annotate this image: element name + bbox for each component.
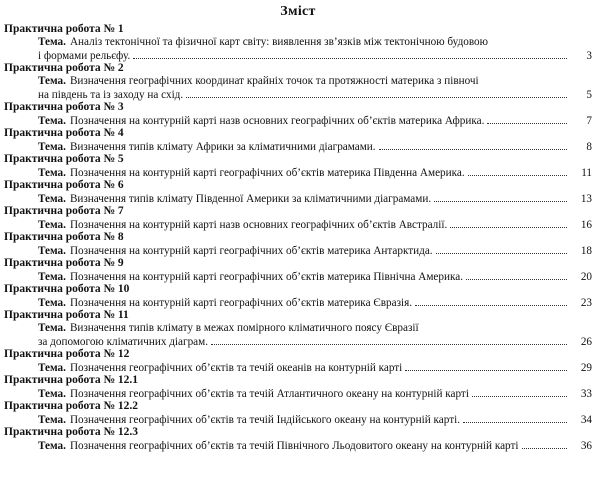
dot-leader [405, 361, 567, 371]
toc-entry-heading: Практична робота № 6 [4, 179, 124, 191]
topic-label: Тема. [38, 193, 66, 205]
topic-label: Тема. [38, 440, 66, 452]
toc-entry[interactable] [4, 348, 592, 374]
toc-entry[interactable] [4, 23, 592, 62]
toc-list [4, 23, 592, 452]
toc-topic-line [38, 140, 592, 153]
toc-entry-heading: Практична робота № 3 [4, 101, 124, 113]
page-number: 8 [586, 141, 592, 153]
toc-entry[interactable] [4, 309, 592, 348]
page-number: 11 [581, 167, 592, 179]
toc-entry-topic [4, 361, 592, 374]
toc-entry[interactable] [4, 231, 592, 257]
topic-text: Позначення географічних об’єктів та течій океанів на контурній карті [69, 362, 403, 374]
toc-entry-heading: Практична робота № 12.1 [4, 374, 139, 386]
topic-label: Тема. [38, 362, 66, 374]
topic-text: Позначення географічних об’єктів та течій Індійського океану на контурній карті. [69, 414, 460, 426]
toc-topic-line [38, 192, 592, 205]
dot-leader [133, 49, 567, 59]
toc-entry-heading: Практична робота № 5 [4, 153, 124, 165]
toc-entry[interactable] [4, 400, 592, 426]
toc-entry-heading: Практична робота № 7 [4, 205, 124, 217]
dot-leader [472, 387, 567, 397]
toc-entry-topic [4, 439, 592, 452]
toc-entry-heading: Практична робота № 11 [4, 309, 129, 321]
toc-entry[interactable] [4, 127, 592, 153]
topic-label: Тема. [38, 414, 66, 426]
page-number: 5 [586, 89, 592, 101]
topic-label: Тема. [38, 297, 66, 309]
toc-topic-line [38, 88, 592, 101]
topic-text: і формами рельєфу. [38, 50, 131, 62]
page-number: 29 [580, 362, 592, 374]
toc-topic-line [38, 296, 592, 309]
topic-text: Позначення на контурній карті географічних об’єктів материка Антарктида. [69, 245, 433, 257]
toc-topic-line [38, 270, 592, 283]
toc-entry-topic [4, 322, 592, 348]
toc-entry-topic [4, 270, 592, 283]
page-number: 26 [580, 336, 592, 348]
toc-topic-line [38, 387, 592, 400]
page-number: 16 [580, 219, 592, 231]
toc-topic-line [38, 244, 592, 257]
toc-entry-heading: Практична робота № 12 [4, 348, 130, 360]
toc-entry-topic [4, 413, 592, 426]
page-number: 3 [586, 50, 592, 62]
toc-topic-line [38, 49, 592, 62]
topic-label: Тема. [38, 245, 66, 257]
page-number: 18 [580, 245, 592, 257]
topic-text: Визначення типів клімату Південної Америки за кліматичними діаграмами. [69, 193, 432, 205]
topic-text: Аналіз тектонічної та фізичної карт світу: виявлення зв’язків між тектонічною будовою [69, 36, 489, 48]
toc-entry[interactable] [4, 62, 592, 101]
topic-label: Тема. [38, 115, 66, 127]
topic-text: Позначення географічних об’єктів та течій Північного Льодовитого океану на контурній карті [69, 440, 519, 452]
toc-entry-topic [4, 296, 592, 309]
toc-entry-topic [4, 192, 592, 205]
toc-entry[interactable] [4, 179, 592, 205]
topic-text: Визначення типів клімату Африки за кліматичними діаграмами. [69, 141, 376, 153]
toc-topic-line [38, 413, 592, 426]
toc-entry-topic [4, 166, 592, 179]
page-number: 36 [580, 440, 592, 452]
toc-entry-heading: Практична робота № 12.3 [4, 426, 139, 438]
topic-label: Тема. [38, 36, 66, 48]
toc-topic-line [38, 36, 592, 49]
dot-leader [434, 192, 567, 202]
dot-leader [466, 270, 567, 280]
toc-topic-line [38, 218, 592, 231]
toc-entry-topic [4, 387, 592, 400]
toc-entry-topic [4, 75, 592, 101]
topic-text: Позначення на контурній карті географічних об’єктів материка Північна Америка. [69, 271, 464, 283]
toc-entry-heading: Практична робота № 4 [4, 127, 124, 139]
dot-leader [468, 166, 567, 176]
page-title: Зміст [280, 4, 316, 19]
dot-leader [436, 244, 567, 254]
topic-label: Тема. [38, 271, 66, 283]
toc-entry-heading: Практична робота № 12.2 [4, 400, 139, 412]
topic-label: Тема. [38, 322, 66, 334]
dot-leader [450, 218, 567, 228]
toc-entry[interactable] [4, 205, 592, 231]
toc-entry-heading: Практична робота № 10 [4, 283, 130, 295]
toc-entry[interactable] [4, 101, 592, 127]
dot-leader [415, 296, 567, 306]
dot-leader [463, 413, 567, 423]
topic-text: Позначення на контурній карті географічних об’єктів материка Південна Америка. [69, 167, 465, 179]
toc-entry[interactable] [4, 257, 592, 283]
toc-entry-topic [4, 218, 592, 231]
page-number: 20 [580, 271, 592, 283]
toc-entry[interactable] [4, 153, 592, 179]
topic-label: Тема. [38, 167, 66, 179]
toc-topic-line [38, 166, 592, 179]
toc-entry[interactable] [4, 283, 592, 309]
toc-topic-line [38, 322, 592, 335]
page-number: 23 [580, 297, 592, 309]
page-number: 33 [580, 388, 592, 400]
toc-entry-topic [4, 244, 592, 257]
topic-text: Позначення на контурній карті назв основних географічних об’єктів Австралії. [69, 219, 448, 231]
toc-entry-heading: Практична робота № 1 [4, 23, 124, 35]
toc-entry-heading: Практична робота № 8 [4, 231, 124, 243]
dot-leader [379, 140, 567, 150]
toc-topic-line [38, 75, 592, 88]
toc-topic-line [38, 361, 592, 374]
toc-entry[interactable] [4, 374, 592, 400]
topic-text: Визначення географічних координат крайніх точок та протяжності материка з півночі [69, 75, 479, 87]
topic-label: Тема. [38, 219, 66, 231]
dot-leader [487, 114, 567, 124]
topic-text: Позначення на контурній карті назв основних географічних об’єктів материка Африка. [69, 115, 485, 127]
toc-topic-line [38, 335, 592, 348]
page-number: 13 [580, 193, 592, 205]
dot-leader [186, 88, 567, 98]
toc-entry-heading: Практична робота № 2 [4, 62, 124, 74]
dot-leader [211, 335, 567, 345]
toc-topic-line [38, 114, 592, 127]
topic-text: на південь та із заходу на схід. [38, 89, 184, 101]
toc-entry-topic [4, 140, 592, 153]
toc-topic-line [38, 439, 592, 452]
topic-text: Позначення географічних об’єктів та течій Атлантичного океану на контурній карті [69, 388, 469, 400]
toc-entry[interactable] [4, 426, 592, 452]
dot-leader [522, 439, 568, 449]
topic-label: Тема. [38, 388, 66, 400]
page-number: 7 [586, 115, 592, 127]
topic-label: Тема. [38, 141, 66, 153]
topic-label: Тема. [38, 75, 66, 87]
toc-entry-topic [4, 114, 592, 127]
topic-text: Позначення на контурній карті географічних об’єктів материка Євразія. [69, 297, 413, 309]
toc-entry-topic [4, 36, 592, 62]
topic-text: Визначення типів клімату в межах помірного кліматичного поясу Євразії [69, 322, 419, 334]
page-number: 34 [580, 414, 592, 426]
toc-entry-heading: Практична робота № 9 [4, 257, 124, 269]
topic-text: за допомогою кліматичних діаграм. [38, 336, 209, 348]
